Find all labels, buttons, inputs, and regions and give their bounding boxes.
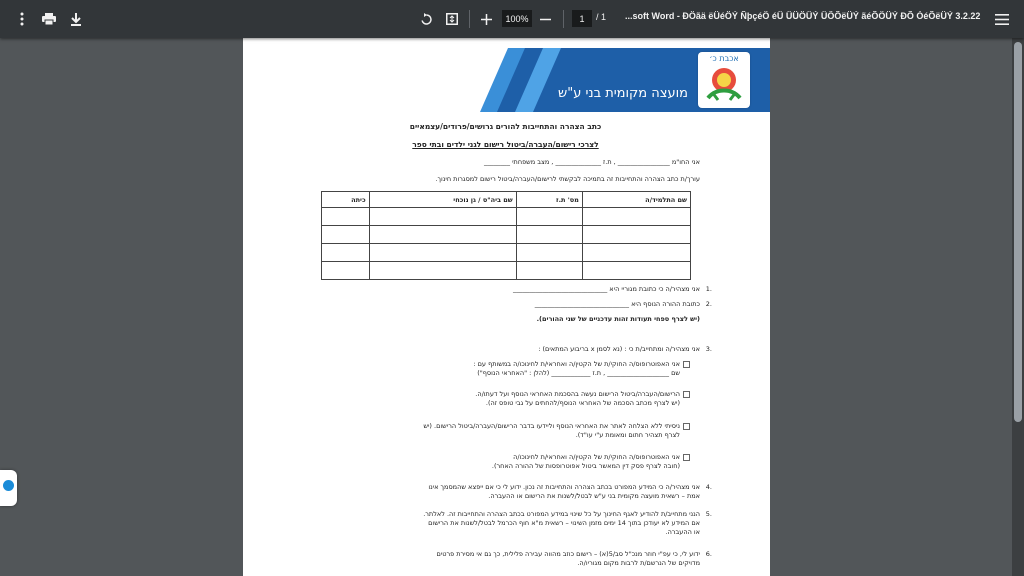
table-cell[interactable]: [582, 226, 690, 244]
scrollbar-thumb[interactable]: [1014, 42, 1022, 422]
truth-declaration: אני מצהיר/ה כי המידע המפורט בכתב הצהרה והתחייבות זה נכון. ידוע לי כי אם ייפצא שהמסמך אינו: [428, 483, 700, 491]
option-text: אני האפוטרופוס/ה החוקי/ת של הקטין/ה ואחראי/ת לחינוכו/ה במשותף עם :: [473, 360, 680, 368]
table-cell[interactable]: [369, 226, 516, 244]
fit-page-icon[interactable]: [440, 7, 464, 31]
widget-icon: [3, 480, 14, 491]
option-checkbox[interactable]: [683, 391, 690, 398]
logo-emblem-icon: [698, 52, 750, 108]
table-row: [322, 208, 691, 226]
legal-notice: ידוע לי, כי עפ"י חוזר מנכ"ל סב/5(א) – רישום כוזב מהווה עבירה פלילית, כך גם אי מסירת פרטים: [436, 550, 700, 558]
zoom-in-icon[interactable]: [474, 7, 498, 31]
table-cell[interactable]: [516, 226, 582, 244]
col-header: שם התלמיד/ה: [582, 192, 690, 208]
table-cell[interactable]: [516, 262, 582, 280]
toolbar-divider: [563, 10, 564, 28]
address-line: אני מצהיר/ה כי כתובת מגוריי היא _____________________________: [512, 285, 700, 293]
col-header: שם ביה"ס / גן נוכחי: [369, 192, 516, 208]
item-number: 6.: [705, 550, 712, 558]
table-cell[interactable]: [322, 244, 370, 262]
option-text: שם ___________________ , ת.ז ____________ (להלן : "האחראי הנוסף"): [477, 369, 680, 377]
table-cell[interactable]: [369, 262, 516, 280]
table-cell[interactable]: [582, 244, 690, 262]
option-text: (יש לצרף מכתב הסכמה של האחראי הנוסף/להחתים על גבי טופס זה).: [485, 399, 680, 407]
side-floating-widget[interactable]: [0, 470, 17, 506]
item-number: 4.: [705, 483, 712, 491]
option-text: לצרף תצהיר חתום ומאומת ע"י עו"ד).: [575, 431, 680, 439]
table-header-row: [322, 192, 691, 208]
council-logo: [698, 52, 750, 108]
zoom-input[interactable]: 100%: [502, 10, 532, 27]
table-cell[interactable]: [322, 208, 370, 226]
truth-declaration: אמת – רשאית מועצה מקומית בני ע"ש לבטל/לשנות את הרישום או ההעברה.: [488, 492, 700, 500]
table-cell[interactable]: [369, 244, 516, 262]
legal-notice: מדויקים של הנרשם/ת לרבות מקום מגוריו/ה.: [577, 559, 700, 567]
form-subheading: לצרכי רישום/העברה/ביטול רישום לגני ילדים ובתי ספר: [412, 140, 599, 149]
item-number: 5.: [705, 510, 712, 518]
toolbar-divider: [469, 10, 470, 28]
update-commitment: הנני מתחייב/ת להודיע לאגף החינוך על כל שינוי במידע המפורט בכתב הצהרה והתחייבות זה. לאלתר.: [423, 510, 700, 518]
logo-text: אכבת כ׳: [709, 54, 739, 63]
declaration-line: אני מצהיר/ה ומתחייב/ת כי : (נא לסמן x בריבוע המתאים) :: [538, 345, 700, 353]
option-checkbox[interactable]: [683, 361, 690, 368]
page-number-input[interactable]: 1: [572, 10, 592, 27]
item-number: 1.: [705, 285, 712, 293]
council-name: מועצה מקומית בני ע"ש: [558, 86, 688, 101]
download-icon[interactable]: [64, 7, 88, 31]
id-note: (יש לצרף ספחי תעודות זהות עדכניים של שני ההורים).: [536, 315, 700, 323]
menu-icon[interactable]: [990, 7, 1014, 31]
more-vert-icon[interactable]: [10, 7, 34, 31]
print-icon[interactable]: [37, 7, 61, 31]
pdf-toolbar: [0, 0, 1024, 38]
table-cell[interactable]: [582, 208, 690, 226]
table-row: [322, 244, 691, 262]
option-checkbox[interactable]: [683, 423, 690, 430]
col-header: כיתה: [322, 192, 370, 208]
declarant-id-line: אני החו"מ ________________ , ת.ז ______________ , מצב משפחתי ________: [484, 158, 700, 166]
item-number: 2.: [705, 300, 712, 308]
pdf-page: [243, 38, 770, 576]
option-text: ניסיתי ללא הצלחה לאתר את האחראי הנוסף וליידעו בדבר הרישום/העברה/ביטול הרישום. (יש: [423, 422, 680, 430]
zoom-out-icon[interactable]: [533, 7, 557, 31]
other-parent-address-line: כתובת ההורה הנוסף היא _____________________________: [534, 300, 700, 308]
rotate-icon[interactable]: [414, 7, 438, 31]
option-text: (חובה לצרף פסק דין המאשר ביטול אפוטרופסות של ההורה האחר).: [491, 462, 680, 470]
table-cell[interactable]: [516, 244, 582, 262]
option-text: אני האפוטרופוס/ה החוקי/ת של הקטין/ה ואחראי/ת לחינוכו/ה: [513, 453, 680, 461]
col-header: מס' ת.ז: [516, 192, 582, 208]
document-title: ...soft Word - ÐÖãä ëÜéÖÝ ÑþçéÖ éÜ ÜÜÖÜÝ ÜÔÕëÜÝ ãéÕÖÜÝ ÐÕ ÒéÕëÜÝ 3.2.22: [625, 11, 981, 21]
option-checkbox[interactable]: [683, 454, 690, 461]
page-total: / 1: [596, 12, 607, 22]
option-text: הרישום/העברה/ביטול הרישום נעשה בהסכמת האחראי הנוסף ועל דעתו/ה.: [475, 390, 680, 398]
students-table: [321, 191, 691, 280]
form-heading: כתב הצהרה והתחייבות להורים גרושים/פרודים/עצמאיים: [409, 122, 602, 131]
table-row: [322, 226, 691, 244]
table-cell[interactable]: [369, 208, 516, 226]
table-row: [322, 262, 691, 280]
table-cell[interactable]: [322, 262, 370, 280]
intro-line: עורך/ת כתב הצהרה והתחייבות זה בתמיכה לבקשתי לרישום/העברה/ביטול רישום למסגרות חינוך.: [435, 175, 700, 183]
table-cell[interactable]: [322, 226, 370, 244]
header-banner: [243, 48, 770, 112]
table-cell[interactable]: [582, 262, 690, 280]
update-commitment: אם המידע לא יעודכן בתוך 14 ימים מזמן השינוי – רשאית מ"א חוף הכרמל לבטל/לשנות את הרישום: [428, 519, 700, 527]
table-cell[interactable]: [516, 208, 582, 226]
item-number: 3.: [705, 345, 712, 353]
update-commitment: או ההעברה.: [665, 528, 700, 536]
